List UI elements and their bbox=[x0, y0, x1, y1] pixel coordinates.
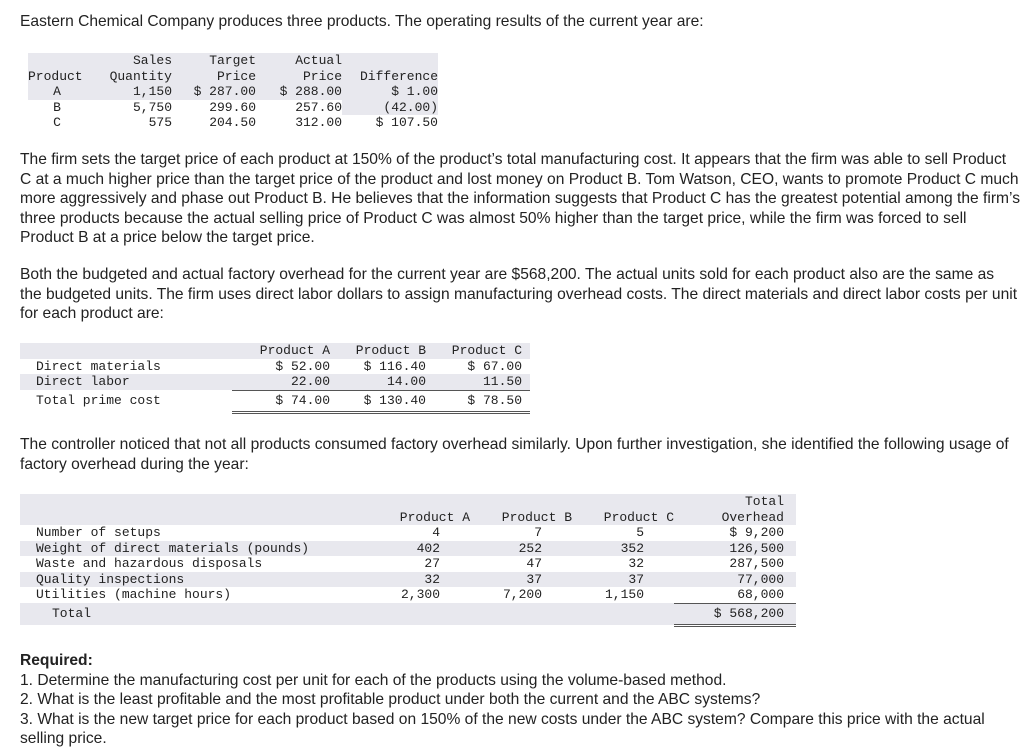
table-row bbox=[20, 525, 796, 541]
overhead-cell: 68,000 bbox=[674, 587, 796, 603]
value-cell: $ 67.00 bbox=[467, 358, 522, 374]
table-header bbox=[20, 510, 364, 526]
target-price-cell: 299.60 bbox=[209, 99, 256, 115]
row-label: Direct materials bbox=[36, 358, 161, 374]
table-row bbox=[20, 556, 796, 572]
value-cell: 37 bbox=[572, 572, 674, 588]
required-item: 1. Determine the manufacturing cost per unit for each of the products using the volume-based method. bbox=[20, 671, 727, 689]
table-header-row bbox=[20, 510, 796, 526]
table-header bbox=[28, 53, 86, 69]
intro-text: Eastern Chemical Company produces three products. The operating results of the current year are: bbox=[20, 13, 704, 30]
row-label: Utilities (machine hours) bbox=[36, 587, 232, 603]
table-header: Price bbox=[172, 69, 256, 85]
paragraph-overhead: Both the budgeted and actual factory overhead for the current year are $568,200. The actual units sold for each product also are the same as the budgeted units. The firm uses direct labor dollars to assign manufacturing overhead costs. The direct materials and direct labor costs per unit for each product are: bbox=[20, 266, 1018, 322]
value-cell: 2,300 bbox=[400, 587, 440, 603]
quantity-cell: 1,150 bbox=[86, 84, 172, 100]
value-cell: 22.00 bbox=[232, 374, 330, 390]
table-header bbox=[20, 343, 232, 359]
required-item: 3. What is the new target price for each product based on 150% of the new costs under the ABC system? Compare this price with the actual selling price. bbox=[20, 710, 985, 747]
table-header-row bbox=[28, 69, 438, 85]
table-header: Product A bbox=[232, 343, 330, 359]
target-price-cell: 204.50 bbox=[209, 115, 256, 130]
table-row bbox=[20, 374, 530, 390]
target-price-cell: $ 287.00 bbox=[172, 84, 256, 100]
value-cell: $ 116.40 bbox=[363, 358, 426, 374]
total-cell: $ 568,200 bbox=[674, 603, 796, 625]
table-header: Price bbox=[256, 69, 342, 85]
table-row bbox=[20, 541, 796, 557]
table-header: Sales bbox=[86, 53, 172, 69]
total-row bbox=[20, 603, 796, 625]
table-header: Actual bbox=[256, 53, 342, 69]
value-cell: 7 bbox=[534, 525, 542, 540]
table-header: Product C bbox=[426, 343, 530, 359]
overhead-cell: 77,000 bbox=[674, 572, 796, 588]
table-row bbox=[28, 100, 438, 116]
total-cell: $ 78.50 bbox=[426, 390, 530, 412]
total-cell: $ 130.40 bbox=[330, 390, 426, 412]
row-label: Total prime cost bbox=[36, 393, 161, 409]
table-header: Product B bbox=[330, 343, 426, 359]
total-row bbox=[20, 390, 530, 412]
value-cell: 252 bbox=[470, 541, 572, 557]
table-header: Product bbox=[28, 69, 86, 85]
table-row bbox=[20, 572, 796, 588]
product-cell: C bbox=[53, 115, 61, 130]
value-cell: 4 bbox=[432, 525, 440, 540]
row-label: Quality inspections bbox=[20, 572, 364, 588]
row-label: Number of setups bbox=[36, 525, 161, 540]
actual-price-cell: $ 288.00 bbox=[256, 84, 342, 100]
paragraph-target-price: The firm sets the target price of each product at 150% of the product’s total manufacturing cost. It appears that the firm was able to sell Product C at a much higher price than the target price of the product and lost money on Product B. Tom Watson, CEO, wants to promote Product C much more aggressively and phase out Product B. He believes that the information suggests that Product C has the greatest potential among the firm’s three products because the actual selling price of Product C was almost 50% higher than the target price, while the firm was forced to sell Product B at a price below the target price. bbox=[20, 151, 1021, 246]
overhead-cell: 287,500 bbox=[729, 556, 784, 571]
difference-cell: (42.00) bbox=[342, 100, 438, 116]
table-header: Overhead bbox=[674, 510, 796, 526]
table-row bbox=[28, 84, 438, 100]
table-header bbox=[364, 494, 470, 510]
value-cell: 27 bbox=[424, 556, 440, 571]
value-cell: 32 bbox=[364, 572, 470, 588]
table-header: Quantity bbox=[86, 69, 172, 85]
value-cell: 5 bbox=[636, 525, 644, 540]
value-cell: 1,150 bbox=[604, 587, 644, 603]
required-section bbox=[20, 651, 1020, 749]
value-cell: 11.50 bbox=[426, 374, 530, 390]
table-header bbox=[572, 494, 674, 510]
table-row bbox=[20, 587, 796, 603]
table-row bbox=[28, 115, 438, 131]
paragraph-controller: The controller noticed that not all products consumed factory overhead similarly. Upon further investigation, she identified the following usage of factory overhead during the year: bbox=[20, 436, 1009, 473]
value-cell: 14.00 bbox=[330, 374, 426, 390]
actual-price-cell: 312.00 bbox=[295, 115, 342, 130]
value-cell: 32 bbox=[628, 556, 644, 571]
table-header-row bbox=[20, 494, 796, 510]
overhead-cell: $ 9,200 bbox=[729, 525, 784, 540]
row-label: Direct labor bbox=[20, 374, 232, 390]
required-item: 2. What is the least profitable and the most profitable product under both the current and the ABC systems? bbox=[20, 691, 761, 708]
table-header: Total bbox=[674, 494, 796, 510]
quantity-cell: 575 bbox=[148, 115, 172, 130]
row-label: Waste and hazardous disposals bbox=[36, 556, 263, 571]
prime-cost-table bbox=[20, 343, 530, 414]
table-header-row bbox=[28, 53, 438, 69]
table-header: Product C bbox=[572, 510, 674, 526]
value-cell: 37 bbox=[470, 572, 572, 588]
table-header-row bbox=[20, 343, 530, 359]
table-header: Product A bbox=[364, 510, 470, 526]
required-title: Required: bbox=[20, 652, 93, 669]
value-cell: 352 bbox=[572, 541, 674, 557]
actual-price-cell: 257.60 bbox=[295, 99, 342, 115]
overhead-usage-table bbox=[20, 494, 796, 627]
difference-cell: $ 107.50 bbox=[375, 115, 438, 130]
table-header bbox=[20, 494, 364, 510]
value-cell: $ 52.00 bbox=[275, 358, 330, 374]
overhead-cell: 126,500 bbox=[674, 541, 796, 557]
table-header: Difference bbox=[342, 69, 438, 85]
row-label: Weight of direct materials (pounds) bbox=[20, 541, 364, 557]
row-label: Total bbox=[20, 603, 364, 625]
value-cell: 7,200 bbox=[502, 587, 542, 603]
value-cell: 402 bbox=[364, 541, 470, 557]
table-header: Product B bbox=[470, 510, 572, 526]
table-row bbox=[20, 359, 530, 375]
operating-results-table bbox=[28, 53, 438, 131]
quantity-cell: 5,750 bbox=[132, 99, 172, 115]
value-cell: 47 bbox=[526, 556, 542, 571]
difference-cell: $ 1.00 bbox=[342, 84, 438, 100]
total-cell: $ 74.00 bbox=[232, 390, 330, 412]
table-header bbox=[342, 53, 438, 69]
table-header bbox=[470, 494, 572, 510]
product-cell: B bbox=[53, 99, 61, 115]
product-cell: A bbox=[28, 84, 86, 100]
table-header: Target bbox=[172, 53, 256, 69]
